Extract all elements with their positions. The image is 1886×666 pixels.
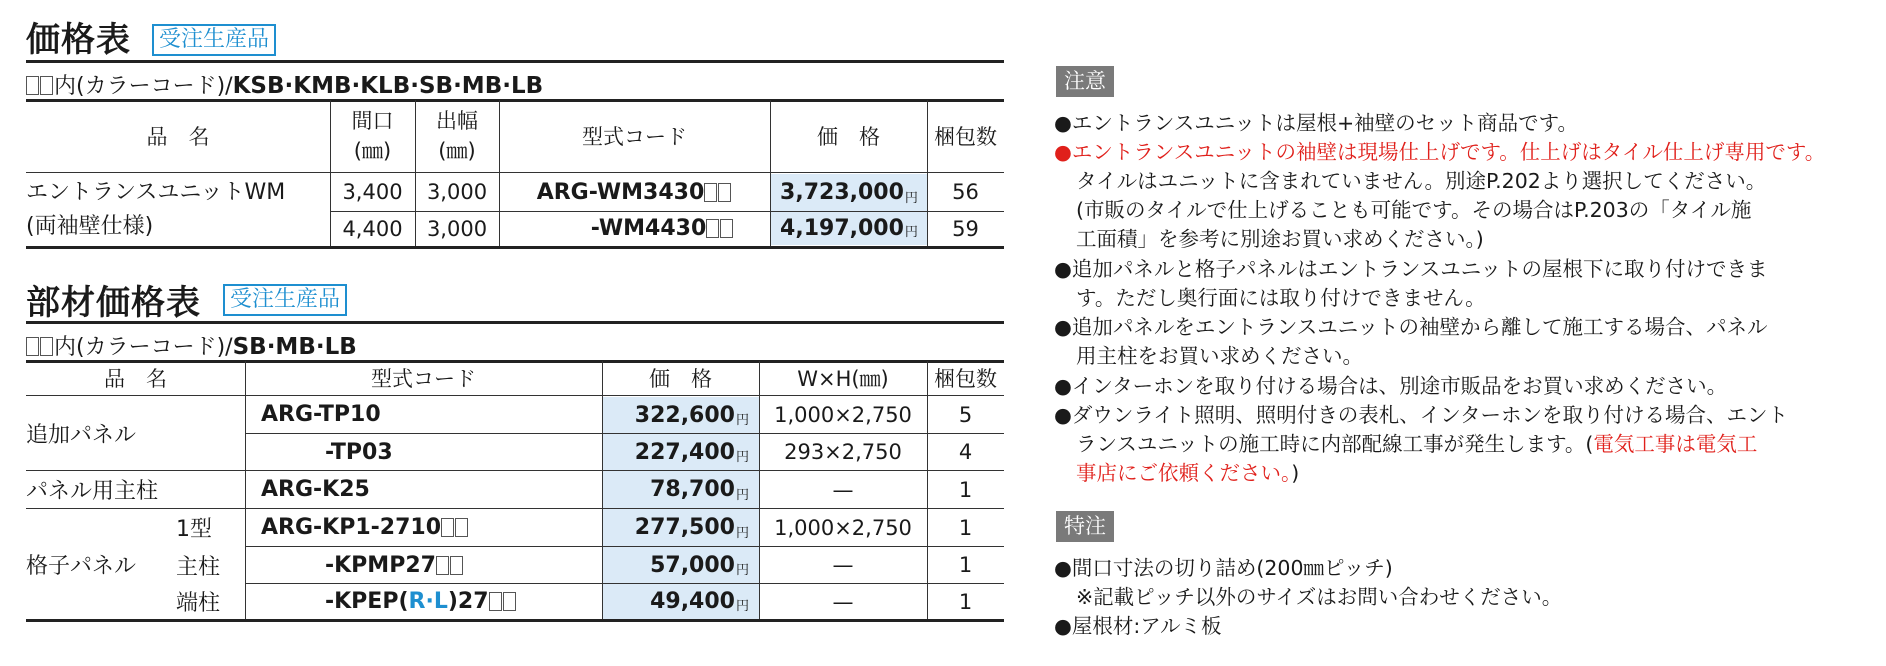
header-name: 品 名 [104,367,167,391]
table-cell-price [771,174,927,211]
model-code-rl: R·L [408,589,448,614]
color-square-icon [26,76,39,95]
model-code: ARG-KP1-2710 [261,515,441,540]
table-cell-size: — [832,553,854,577]
note-line-warning: ●エントランスユニットの袖壁は現場仕上げです。仕上げはタイル仕上げ専用です。 [1054,140,1826,164]
divider [26,60,1004,63]
header-pack: 梱包数 [934,125,997,149]
table-cell-width: 4,400 [342,216,403,241]
currency-unit: 円 [904,225,918,240]
currency-unit: 円 [735,450,749,465]
note-line: ●追加パネルと格子パネルはエントランスユニットの屋根下に取り付けできま [1054,257,1768,281]
table-cell-price [603,584,759,619]
price-value: 4,197,000 [780,216,904,241]
table-cell-size: — [832,589,854,614]
color-code-list: SB·MB·LB [232,334,357,360]
header-code: 型式コード [371,367,476,391]
color-square-icon [436,556,449,575]
color-square-icon [503,592,516,611]
price-value: 57,000 [650,552,735,578]
table-cell-pack: 59 [952,216,979,241]
table-cell-code [325,547,601,583]
table-cell-code [325,584,601,619]
header-price: 価 格 [649,367,712,391]
divider [26,321,1004,324]
table-cell-price [603,397,759,433]
color-square-icon [26,337,39,356]
color-square-icon [720,219,733,238]
table-cell-code [261,471,601,508]
table-cell-size: — [832,477,854,502]
table-cell-depth: 3,000 [426,216,488,241]
table-cell-pack: 5 [958,402,973,427]
table-cell-depth: 3,000 [426,180,488,204]
model-code: ARG-TP10 [261,402,381,427]
color-square-icon [40,337,53,356]
color-square-icon [718,183,731,202]
table-cell-pack: 4 [958,440,973,464]
price-value: 322,600 [634,402,735,428]
table-cell-pack: 1 [958,477,973,502]
header-depth-label: 出幅 [436,109,478,133]
item-name-additional-panel: 追加パネル [26,422,137,448]
header-price: 価 格 [817,125,880,149]
price-value: 49,400 [650,589,735,614]
price-table-title: 価格表 [26,20,131,60]
note-line [1076,460,1299,486]
table-cell-code [261,509,601,546]
color-code-line [26,330,357,361]
note-line: 工面積」を参考に別途お買い求めください。) [1076,227,1484,251]
table-cell-price [603,547,759,583]
currency-unit: 円 [735,526,749,541]
table-cell-width: 3,400 [342,180,403,204]
price-value: 277,500 [634,515,735,540]
price-value: 78,700 [650,477,735,502]
price-value: 3,723,000 [780,180,904,205]
note-line [1076,431,1757,457]
color-square-icon [704,183,717,202]
table-cell-price [603,471,759,508]
header-code: 型式コード [582,125,687,149]
color-square-icon [40,76,53,95]
note-text-warning: 電気工事は電気工 [1593,432,1758,456]
note-line: ●追加パネルをエントランスユニットの袖壁から離して施工する場合、パネル [1054,315,1768,339]
note-text: ランスユニットの施工時に内部配線工事が発生します。( [1076,432,1594,456]
made-to-order-badge: 受注生産品 [152,24,276,56]
table-cell-code [325,434,601,470]
product-name-line1: エントランスユニットWM [26,179,286,205]
header-pack: 梱包数 [934,367,997,391]
table-cell-pack: 56 [952,180,979,204]
color-square-icon [489,592,502,611]
table-bottom-border [26,246,1004,249]
note-line: (市販のタイルで仕上げることも可能です。その場合はP.203の「タイル施 [1076,198,1752,222]
header-depth-unit: (㎜) [438,139,476,163]
table-cell-size: 293×2,750 [784,440,902,464]
item-name-panel-post: パネル用主柱 [26,479,159,504]
currency-unit: 円 [904,191,918,206]
currency-unit: 円 [735,413,749,428]
header-size: W×H(㎜) [797,367,889,391]
item-sub-main-post: 主柱 [176,554,221,580]
color-code-list: KSB·KMB·KLB·SB·MB·LB [232,73,544,99]
table-cell-price [771,212,927,245]
color-code-line [26,69,543,100]
table-cell-size: 1,000×2,750 [774,515,912,540]
caution-badge: 注意 [1056,66,1114,97]
note-text: ) [1291,461,1300,485]
color-square-icon [450,556,463,575]
header-width [330,100,415,172]
item-name-lattice-panel: 格子パネル [26,553,137,579]
product-name-line2: (両袖壁仕様) [26,213,154,239]
table-cell-price [603,509,759,546]
col-divider [245,361,246,619]
table-cell-pack: 1 [958,515,973,540]
model-code: -WM4430 [590,216,707,241]
note-line: ●エントランスユニットは屋根+袖壁のセット商品です。 [1054,111,1578,135]
color-code-prefix: 内(カラーコード)/ [54,335,233,360]
note-line: ●インターホンを取り付ける場合は、別途市販品をお買い求めください。 [1054,374,1728,398]
color-square-icon [706,219,719,238]
table-cell-pack: 1 [958,589,973,614]
made-to-order-badge: 受注生産品 [223,284,347,316]
table-cell-price [603,434,759,470]
note-line: 用主柱をお買い求めください。 [1076,344,1363,368]
note-line: ●ダウンライト照明、照明付きの表札、インターホンを取り付ける場合、エント [1054,403,1788,427]
model-code-suffix: )27 [447,589,489,614]
table-bottom-border [26,619,1004,622]
special-order-badge: 特注 [1056,511,1114,542]
currency-unit: 円 [735,563,749,578]
model-code: -KPMP27 [325,552,436,578]
header-depth [415,100,499,172]
note-text-warning: 事店にご依頼ください。 [1076,461,1292,485]
note-line: す。ただし奥行面には取り付けできません。 [1076,286,1486,310]
color-code-prefix: 内(カラーコード)/ [54,74,233,99]
currency-unit: 円 [735,488,749,503]
table-cell-size: 1,000×2,750 [774,402,912,427]
item-sub-type1: 1型 [176,517,212,542]
header-width-label: 間口 [351,109,394,133]
model-code: -TP03 [325,439,393,465]
table-cell-code [499,173,770,211]
product-name [26,173,330,246]
color-square-icon [455,518,468,537]
special-line: ※記載ピッチ以外のサイズはお問い合わせください。 [1076,585,1563,609]
header-name: 品 名 [146,125,210,149]
parts-price-table-title: 部材価格表 [26,283,201,323]
table-cell-pack: 1 [958,553,973,577]
header-width-unit: (㎜) [353,139,392,163]
table-cell-code [261,396,601,433]
special-line: ●屋根材:アルミ板 [1054,614,1222,638]
model-code: ARG-WM3430 [536,179,705,205]
item-sub-end-post: 端柱 [176,591,221,616]
currency-unit: 円 [735,599,749,614]
model-code-prefix: -KPEP( [325,589,409,614]
price-value: 227,400 [634,439,735,465]
model-code: ARG-K25 [261,477,370,502]
color-square-icon [441,518,454,537]
note-line: タイルはユニットに含まれていません。別途P.202より選択してください。 [1076,169,1767,193]
table-cell-code [499,211,770,246]
special-line: ●間口寸法の切り詰め(200㎜ピッチ) [1054,556,1393,580]
